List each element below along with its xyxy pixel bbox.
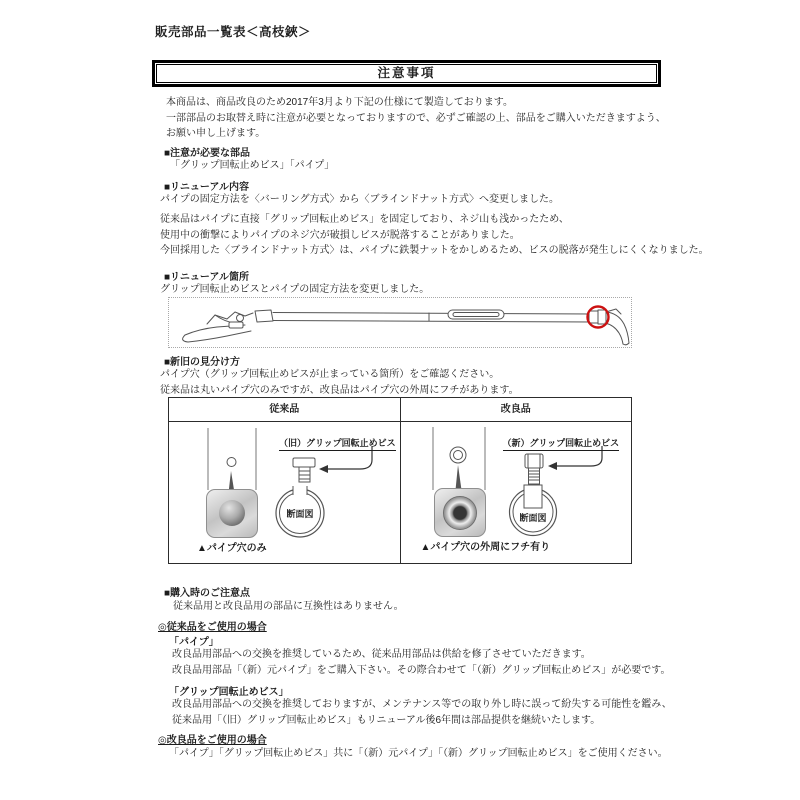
cell-old-product [169, 422, 401, 563]
section-heading-identify: ■新旧の見分け方 [164, 357, 241, 368]
renewal-line: 従来品はパイプに直接「グリップ回転止めビス」を固定しており、ネジ山も浅かったため、 [160, 214, 569, 225]
renewal-line: 今回採用した〈ブラインドナット方式〉は、パイプに鉄製ナットをかしめるため、ビスの脱落が発生しにくくなりました。 [160, 245, 709, 256]
pointer-spike-icon [455, 465, 461, 490]
old-pipe-photo [206, 489, 258, 538]
old-use-screw-paragraph [172, 697, 672, 728]
identify-line: 従来品は丸いパイプ穴のみですが、改良品はパイプ穴の外周にフチがあります。 [160, 384, 519, 396]
new-pipe-photo [434, 488, 486, 537]
notice-header-box [152, 60, 661, 87]
old-use-pipe-paragraph [172, 647, 671, 678]
intro-line: 一部部品のお取替え時に注意が必要となっておりますので、必ずご確認の上、部品をご購入いただきますよう、 [166, 112, 666, 124]
identify-line: パイプ穴（グリップ回転止めビスが止まっている箇所）をご確認ください。 [160, 369, 500, 380]
blind-nut-icon [524, 485, 542, 508]
column-header-old: 従来品 [169, 398, 401, 421]
new-screw-icon [525, 454, 543, 484]
renewal-paragraph [160, 212, 709, 259]
notice-header-label: 注意事項 [156, 64, 657, 83]
comparison-table-body [169, 422, 631, 563]
section-heading-old-use: ◎従来品をご使用の場合 [158, 622, 267, 633]
page-title: 販売部品一覧表＜高枝鋏＞ [155, 25, 312, 39]
renewal-line: 使用中の衝撃によりパイプのネジ穴が破損しビスが脱落することがありました。 [160, 229, 520, 241]
cross-section-label: 断面図 [518, 513, 547, 523]
location-body: グリップ回転止めビスとパイプの固定方法を変更しました。 [160, 284, 430, 295]
section-heading-new-use: ◎改良品をご使用の場合 [158, 735, 267, 746]
column-header-new: 改良品 [500, 404, 531, 415]
comparison-table [168, 397, 632, 564]
intro-line: 本商品は、商品改良のため2017年3月より下記の仕様にて製造しております。 [166, 97, 514, 108]
old-use-screw-line: 従来品用「（旧）グリップ回転止めビス」もリニューアル後6年間は部品提供を継続いたします。 [172, 714, 601, 726]
section-heading-renewal: ■リニューアル内容 [164, 182, 249, 193]
parts-body: 「グリップ回転止めビス」「パイプ」 [170, 160, 335, 171]
old-caption: ▲パイプ穴のみ [197, 543, 267, 554]
intro-line: お願い申し上げます。 [166, 128, 266, 139]
section-heading-purchase: ■購入時のご注意点 [164, 588, 251, 599]
old-use-screw-title: 「グリップ回転止めビス」 [169, 687, 289, 698]
old-screw-label: （旧）グリップ回転止めビス [279, 436, 396, 451]
section-heading-parts: ■注意が必要な部品 [164, 148, 251, 159]
pipe-hole-plain-icon [227, 458, 236, 467]
renewal-intro: パイプの固定方法を〈バーリング方式〉から〈ブラインドナット方式〉へ変更しました。 [160, 194, 559, 205]
old-pipe-hole [219, 500, 245, 526]
pruner-diagram [169, 298, 631, 347]
pruner-diagram-box [168, 297, 632, 348]
old-use-screw-line: 改良品用部品への交換を推奨しておりますが、メンテナンス等での取り外し時に誤って紛失する可能性を鑑み、 [172, 699, 672, 710]
purchase-body: 従来品用と改良品用の部品に互換性はありません。 [173, 601, 404, 612]
old-use-pipe-title: 「パイプ」 [169, 637, 219, 648]
new-pipe-hole-rimmed [443, 496, 477, 530]
intro-paragraph [166, 95, 666, 142]
new-use-body: 「パイプ」「グリップ回転止めビス」共に「（新）元パイプ」「（新）グリップ回転止めビス」をご使用ください。 [169, 748, 668, 759]
cell-new-product [401, 422, 632, 563]
new-screw-label: （新）グリップ回転止めビス [503, 436, 620, 451]
new-caption: ▲パイプ穴の外周にフチ有り [420, 542, 551, 553]
old-screw-icon [293, 458, 315, 482]
cross-section-label: 断面図 [286, 509, 314, 519]
old-use-pipe-line: 改良品用部品「（新）元パイプ」をご購入下さい。その際合わせて「（新）グリップ回転止めビス」が必要です。 [172, 664, 671, 676]
section-heading-location: ■リニューアル箇所 [164, 272, 249, 283]
comparison-table-header [169, 398, 631, 422]
identify-paragraph [160, 367, 519, 398]
pipe-hole-rimmed-icon [450, 447, 466, 463]
old-use-pipe-line: 改良品用部品への交換を推奨しているため、従来品用部品は供給を修了させていただきます。 [172, 649, 591, 660]
